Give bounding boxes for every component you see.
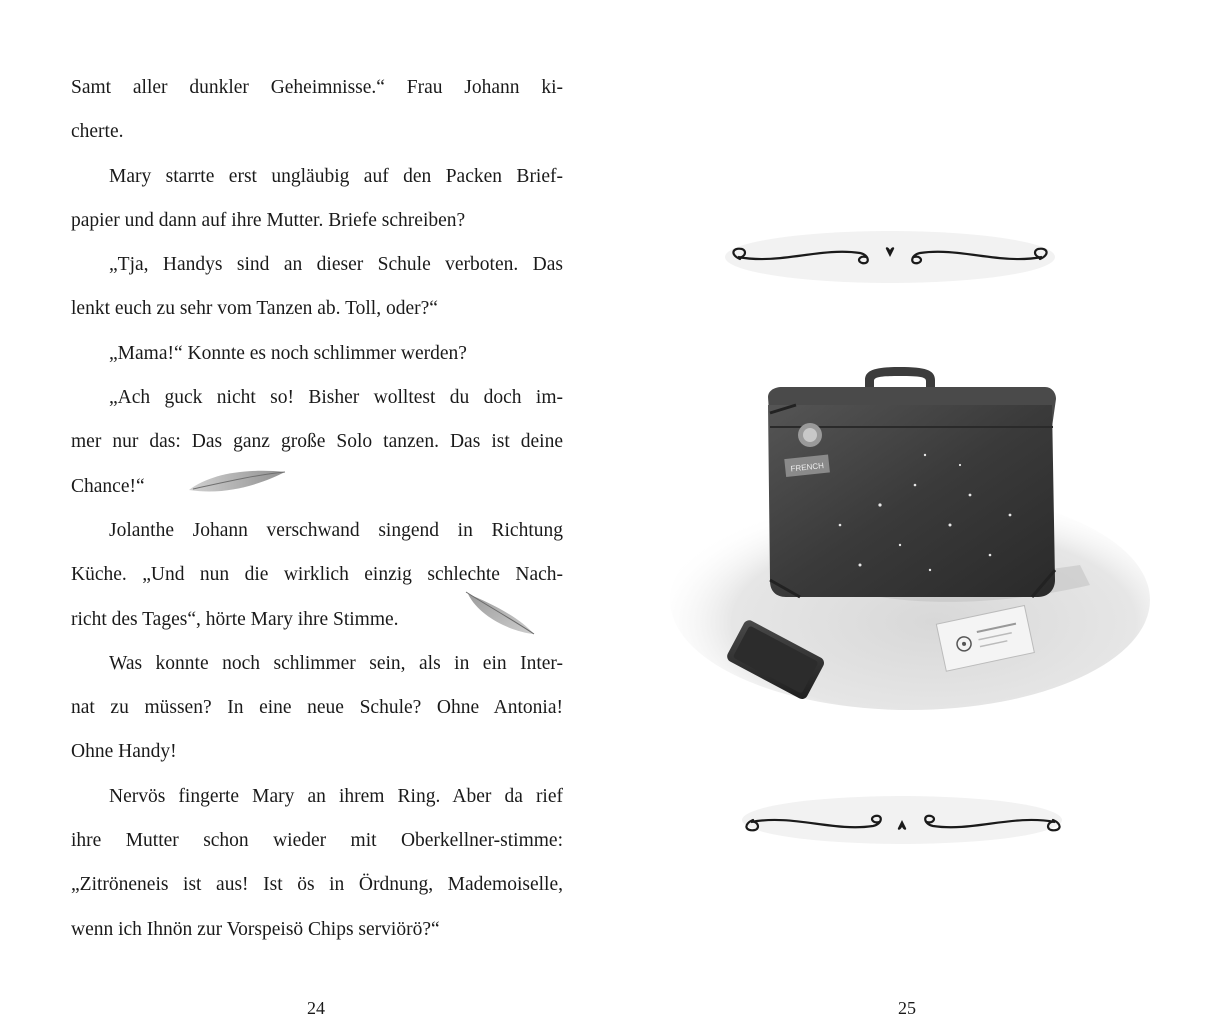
text-line: Samt aller dunkler Geheimnisse.“ Frau Johann ki- bbox=[71, 77, 563, 98]
text-line: richt des Tages“, hörte Mary ihre Stimme. bbox=[71, 608, 399, 630]
text-line: Küche. „Und nun die wirklich einzig schlechte Nach- bbox=[71, 564, 563, 586]
text-line: Jolanthe Johann verschwand singend in Richtung bbox=[109, 519, 563, 541]
text-line: nat zu müssen? In eine neue Schule? Ohne Antonia! bbox=[71, 697, 563, 719]
feather-icon bbox=[185, 460, 290, 502]
sticker-text: FRENCH bbox=[790, 461, 825, 474]
feather-icon bbox=[458, 588, 538, 640]
flourish-divider-icon bbox=[720, 225, 1060, 290]
text-line: cherte. bbox=[71, 121, 124, 143]
text-line: „Tja, Handys sind an dieser Schule verboten. Das bbox=[109, 254, 563, 276]
text-line: Nervös fingerte Mary an ihrem Ring. Aber da rief bbox=[109, 785, 563, 807]
text-line: „Mama!“ Konnte es noch schlimmer werden? bbox=[109, 342, 467, 364]
text-line: Mary starrte erst ungläubig auf den Packen Brief- bbox=[109, 165, 563, 187]
text-line: Was konnte noch schlimmer sein, als in ein Inter- bbox=[109, 652, 563, 674]
suitcase-illustration bbox=[660, 365, 1150, 715]
text-line: „Zitröneneis ist aus! Ist ös in Ördnung, Mademoiselle, bbox=[71, 874, 563, 896]
text-line: papier und dann auf ihre Mutter. Briefe schreiben? bbox=[71, 209, 466, 231]
text-line: mer nur das: Das ganz große Solo tanzen. Das ist deine bbox=[71, 431, 563, 453]
right-page bbox=[610, 0, 1219, 1028]
text-line: Chance!“ bbox=[71, 475, 145, 497]
text-line: wenn ich Ihnön zur Vorspeisö Chips serviörö?“ bbox=[71, 918, 440, 940]
scan-artifact bbox=[658, 0, 728, 4]
text-line: lenkt euch zu sehr vom Tanzen ab. Toll, oder?“ bbox=[71, 298, 438, 320]
page-number: 24 bbox=[307, 998, 325, 1018]
text-line: ihre Mutter schon wieder mit Oberkellner-stimme: bbox=[71, 830, 563, 852]
body-text bbox=[71, 66, 563, 952]
text-line: Ohne Handy! bbox=[71, 741, 177, 763]
flourish-divider-icon bbox=[735, 790, 1070, 850]
page-number: 25 bbox=[898, 998, 916, 1018]
text-line: „Ach guck nicht so! Bisher wolltest du doch im- bbox=[109, 387, 563, 409]
